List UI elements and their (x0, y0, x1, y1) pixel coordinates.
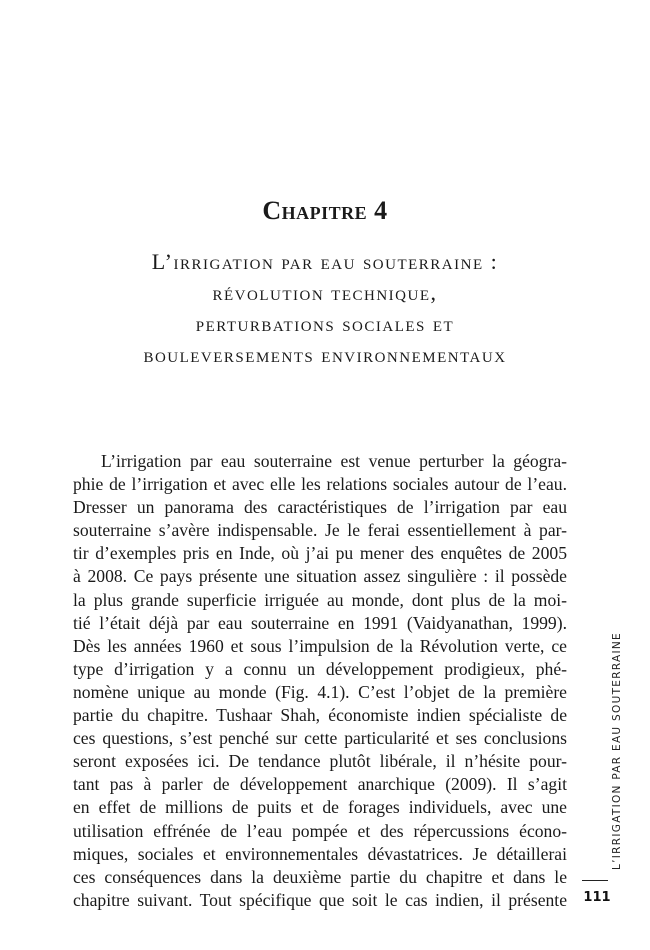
body-line: type d’irrigation y a connu un développement prodigieux, phé- (73, 658, 567, 679)
body-line: Dresser un panorama des caractéristiques de l’irrigation par eau (73, 497, 567, 518)
body-line: ces questions, s’est penché sur cette particularité et ses conclusions (73, 728, 567, 749)
body-line: L’irrigation par eau souterraine est venue perturber la géogra- (101, 451, 567, 471)
chapter-title-line: perturbations sociales et (195, 311, 455, 336)
body-line: Dès les années 1960 et sous l’impulsion de la Révolution verte, ce (73, 635, 567, 656)
page-number: 111 (583, 890, 611, 905)
body-line: souterraine s’avère indispensable. Je le ferai essentiellement à par- (73, 520, 567, 541)
body-line: tant pas à parler de développement anarchique (2009). Il s’agit (73, 774, 567, 795)
margin-rule (582, 880, 608, 881)
body-line: miques, sociales et environnementales dévastatrices. Je détaillerai (73, 843, 567, 864)
chapter-number: Chapitre 4 (262, 196, 388, 225)
chapter-title-line: révolution technique, (212, 280, 438, 305)
body-line: tir d’exemples pris en Inde, où j’ai pu mener des enquêtes de 2005 (73, 543, 567, 564)
body-line: tié l’était déjà par eau souterraine en 1991 (Vaidyanathan, 1999). (73, 612, 567, 633)
body-line: phie de l’irrigation et avec elle les relations sociales autour de l’eau. (73, 474, 567, 495)
body-line: en effet de millions de puits et de forages individuels, avec une (73, 797, 567, 818)
body-line: seront exposées ici. De tendance plutôt libérale, il n’hésite pour- (73, 751, 567, 772)
body-paragraph (73, 450, 567, 912)
body-line: utilisation effrénée de l’eau pompée et des répercussions écono- (73, 820, 567, 841)
chapter-title-line: L’irrigation par eau souterraine : (151, 249, 499, 274)
body-line: nomène unique au monde (Fig. 4.1). C’est l’objet de la première (73, 681, 567, 702)
body-line: à 2008. Ce pays présente une situation assez singulière : il possède (73, 566, 567, 587)
chapter-title-line: bouleversements environnementaux (143, 342, 507, 367)
chapter-title (80, 246, 570, 370)
body-line: partie du chapitre. Tushaar Shah, économiste indien spécialiste de (73, 705, 567, 726)
body-line: chapitre suivant. Tout spécifique que soit le cas indien, il présente (73, 889, 567, 910)
running-head: L’IRRIGATION PAR EAU SOUTERRAINE (611, 632, 623, 870)
body-line: ces conséquences dans la deuxième partie du chapitre et dans le (73, 866, 567, 887)
body-line: la plus grande superficie irriguée au monde, dont plus de la moi- (73, 589, 567, 610)
